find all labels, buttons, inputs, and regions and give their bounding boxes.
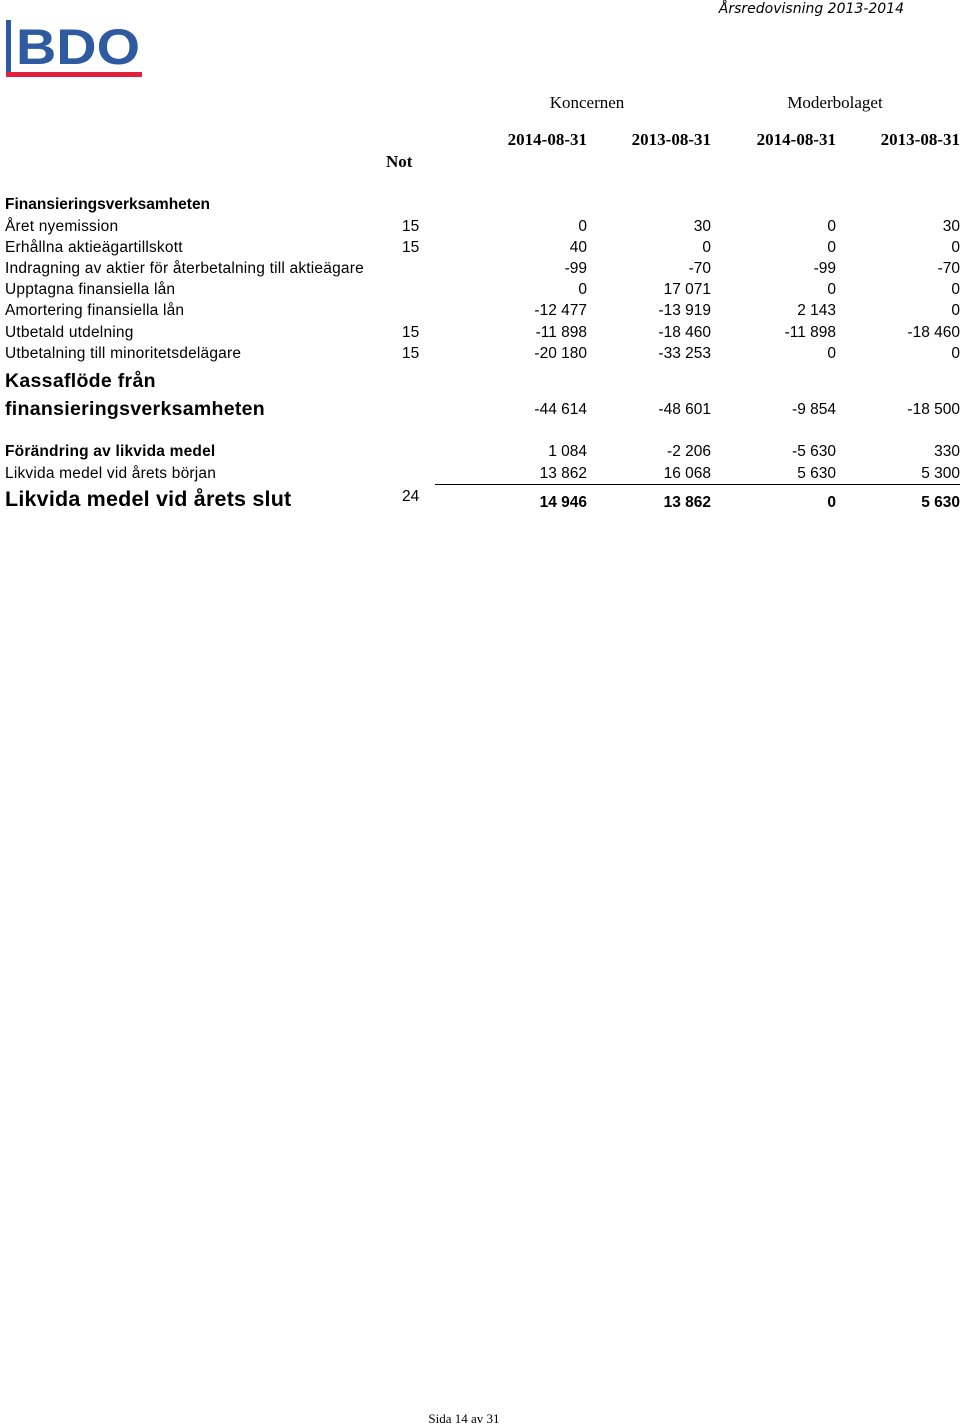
- row-value: 30: [693, 218, 711, 235]
- row-value: -18 460: [907, 324, 960, 341]
- row-value: -33 253: [658, 345, 711, 362]
- group-header-koncernen: Koncernen: [549, 93, 625, 112]
- row-value: -20 180: [534, 345, 587, 362]
- cash-end-row: [0, 487, 960, 515]
- row-value: -70: [688, 260, 711, 277]
- row-value: 0: [827, 345, 836, 362]
- row-note: 15: [402, 239, 420, 256]
- cashflow-total-label-line1: Kassaflöde från: [5, 370, 156, 392]
- row-value: 16 068: [663, 465, 711, 482]
- row-value: -13 919: [658, 302, 711, 319]
- row-note: 15: [402, 345, 420, 362]
- row-value: 40: [569, 239, 587, 256]
- row-value: 14 946: [539, 494, 587, 511]
- row-value: 0: [951, 345, 960, 362]
- row-value: -99: [564, 260, 587, 277]
- row-value: 5 630: [797, 465, 836, 482]
- row-note: 15: [402, 324, 420, 341]
- row-value: 0: [827, 239, 836, 256]
- section-title: Finansieringsverksamheten: [5, 196, 211, 213]
- date-header-3: 2014-08-31: [756, 130, 836, 149]
- row-value: 330: [934, 443, 960, 460]
- row-value: 13 862: [539, 465, 587, 482]
- cashflow-total-value: -48 601: [658, 401, 711, 418]
- row-label: Erhållna aktieägartillskott: [5, 239, 183, 256]
- row-value: 0: [827, 218, 836, 235]
- cashflow-total-value: -44 614: [534, 401, 587, 418]
- row-label: Upptagna finansiella lån: [5, 281, 176, 298]
- row-label: Året nyemission: [5, 218, 119, 235]
- row-label: Indragning av aktier för återbetalning till aktieägare: [5, 260, 364, 277]
- page-number: Sida 14 av 31: [428, 1411, 500, 1426]
- row-note: 24: [402, 488, 420, 505]
- row-value: 5 630: [921, 494, 960, 511]
- row-value: -5 630: [792, 443, 836, 460]
- table-row: [0, 239, 960, 260]
- row-value: -18 460: [658, 324, 711, 341]
- row-value: 0: [702, 239, 711, 256]
- table-row: [0, 281, 960, 302]
- cashflow-total-row: [0, 401, 960, 422]
- row-value: -11 898: [535, 324, 587, 341]
- row-value: 17 071: [663, 281, 711, 298]
- row-value: 0: [578, 281, 587, 298]
- row-label: Förändring av likvida medel: [5, 443, 216, 460]
- row-value: 0: [951, 302, 960, 319]
- row-note: 15: [402, 218, 420, 235]
- table-row: [0, 302, 960, 323]
- table-row: [0, 345, 960, 366]
- row-value: -99: [813, 260, 836, 277]
- row-label: Likvida medel vid årets början: [5, 465, 217, 482]
- row-value: -2 206: [667, 443, 711, 460]
- table-row: [0, 324, 960, 345]
- row-value: 0: [827, 494, 836, 511]
- row-value: -70: [937, 260, 960, 277]
- change-in-cash-row: [0, 443, 960, 464]
- row-value: 0: [827, 281, 836, 298]
- logo-text: BDO: [16, 19, 140, 75]
- row-value: 0: [951, 239, 960, 256]
- cash-start-row: [0, 465, 960, 486]
- row-value: 0: [951, 281, 960, 298]
- document-title: Årsredovisning 2013-2014: [718, 1, 904, 17]
- row-value: 2 143: [797, 302, 836, 319]
- table-row: [0, 260, 960, 281]
- date-header-2: 2013-08-31: [631, 130, 711, 149]
- cashflow-total-value: -9 854: [792, 401, 836, 418]
- row-value: 0: [578, 218, 587, 235]
- bdo-logo: [4, 14, 144, 78]
- sum-divider: [435, 484, 960, 485]
- row-label: Likvida medel vid årets slut: [5, 487, 292, 511]
- table-row: [0, 218, 960, 239]
- note-column-header: Not: [386, 152, 413, 171]
- row-label: Amortering finansiella lån: [5, 302, 185, 319]
- cashflow-total-value: -18 500: [907, 401, 960, 418]
- row-value: 13 862: [663, 494, 711, 511]
- group-header-moderbolaget: Moderbolaget: [787, 93, 883, 112]
- row-label: Utbetald utdelning: [5, 324, 134, 341]
- row-value: 1 084: [548, 443, 587, 460]
- row-label: Utbetalning till minoritetsdelägare: [5, 345, 242, 362]
- row-value: 5 300: [921, 465, 960, 482]
- cashflow-total-label-line2: finansieringsverksamheten: [5, 398, 266, 420]
- row-value: 30: [942, 218, 960, 235]
- row-value: -12 477: [534, 302, 587, 319]
- date-header-4: 2013-08-31: [880, 130, 960, 149]
- row-value: -11 898: [784, 324, 836, 341]
- date-header-1: 2014-08-31: [507, 130, 587, 149]
